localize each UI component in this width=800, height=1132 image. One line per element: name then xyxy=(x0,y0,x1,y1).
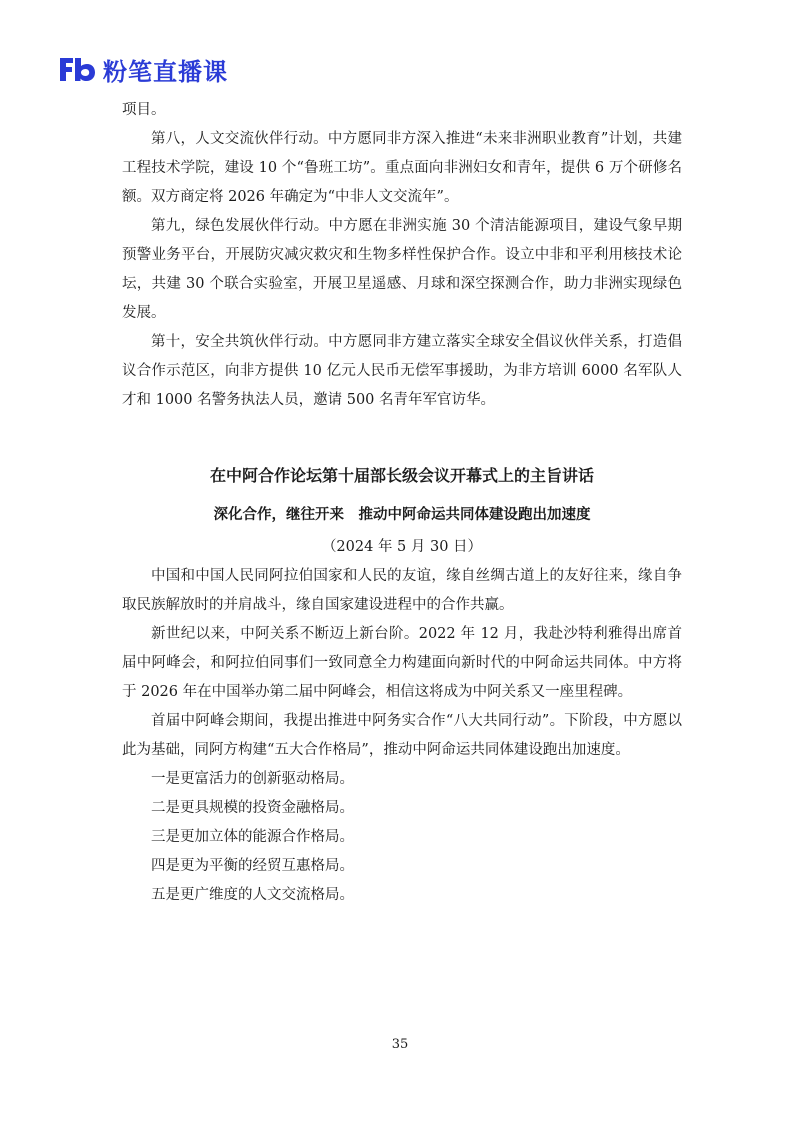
paragraph: 新世纪以来，中阿关系不断迈上新台阶。2022 年 12 月，我赴沙特利雅得出席首届中阿峰会，和阿拉伯同事们一致同意全力构建面向新时代的中阿命运共同体。中方将于 2026 年在中国举办第二届中阿峰会，相信这将成为中阿关系又一座里程碑。 xyxy=(122,626,682,700)
document-body xyxy=(122,96,682,910)
paragraph: 中国和中国人民同阿拉伯国家和人民的友谊，缘自丝绸古道上的友好往来，缘自争取民族解放时的并肩战斗，缘自国家建设进程中的合作共赢。 xyxy=(122,568,682,613)
page-number: 35 xyxy=(391,1037,409,1052)
list-item: 一是更富活力的创新驱动格局。 xyxy=(151,771,354,787)
list-item: 四是更为平衡的经贸互惠格局。 xyxy=(151,858,354,874)
speech-title: 在中阿合作论坛第十届部长级会议开幕式上的主旨讲话 xyxy=(209,466,594,485)
list-item: 二是更具规模的投资金融格局。 xyxy=(151,800,354,816)
logo-text: 粉笔直播课 xyxy=(103,57,228,86)
list-item: 三是更加立体的能源合作格局。 xyxy=(151,829,354,845)
speech-date: （2024 年 5 月 30 日） xyxy=(321,539,483,555)
brand-logo xyxy=(57,52,228,86)
paragraph: 第八，人文交流伙伴行动。中方愿同非方深入推进“未来非洲职业教育”计划，共建工程技术学院，建设 10 个“鲁班工坊”。重点面向非洲妇女和青年，提供 6 万个研修名额。双方商定将 2026 年确定为“中非人文交流年”。 xyxy=(122,131,682,205)
speech-subtitle: 深化合作，继往开来 推动中阿命运共同体建设跑出加速度 xyxy=(213,507,591,523)
list-item: 五是更广维度的人文交流格局。 xyxy=(151,887,354,903)
paragraph: 第十，安全共筑伙伴行动。中方愿同非方建立落实全球安全倡议伙伴关系，打造倡议合作示范区，向非方提供 10 亿元人民币无偿军事援助，为非方培训 6000 名军队人才和 1000 名警务执法人员，邀请 500 名青年军官访华。 xyxy=(122,334,682,408)
paragraph: 项目。 xyxy=(122,102,166,118)
fb-logo-icon xyxy=(57,54,97,84)
paragraph: 首届中阿峰会期间，我提出推进中阿务实合作“八大共同行动”。下阶段，中方愿以此为基础，同阿方构建“五大合作格局”，推动中阿命运共同体建设跑出加速度。 xyxy=(122,713,682,758)
paragraph: 第九，绿色发展伙伴行动。中方愿在非洲实施 30 个清洁能源项目，建设气象早期预警业务平台，开展防灾减灾救灾和生物多样性保护合作。设立中非和平利用核技术论坛，共建 30 个联合实验室，开展卫星遥感、月球和深空探测合作，助力非洲实现绿色发展。 xyxy=(122,218,682,321)
